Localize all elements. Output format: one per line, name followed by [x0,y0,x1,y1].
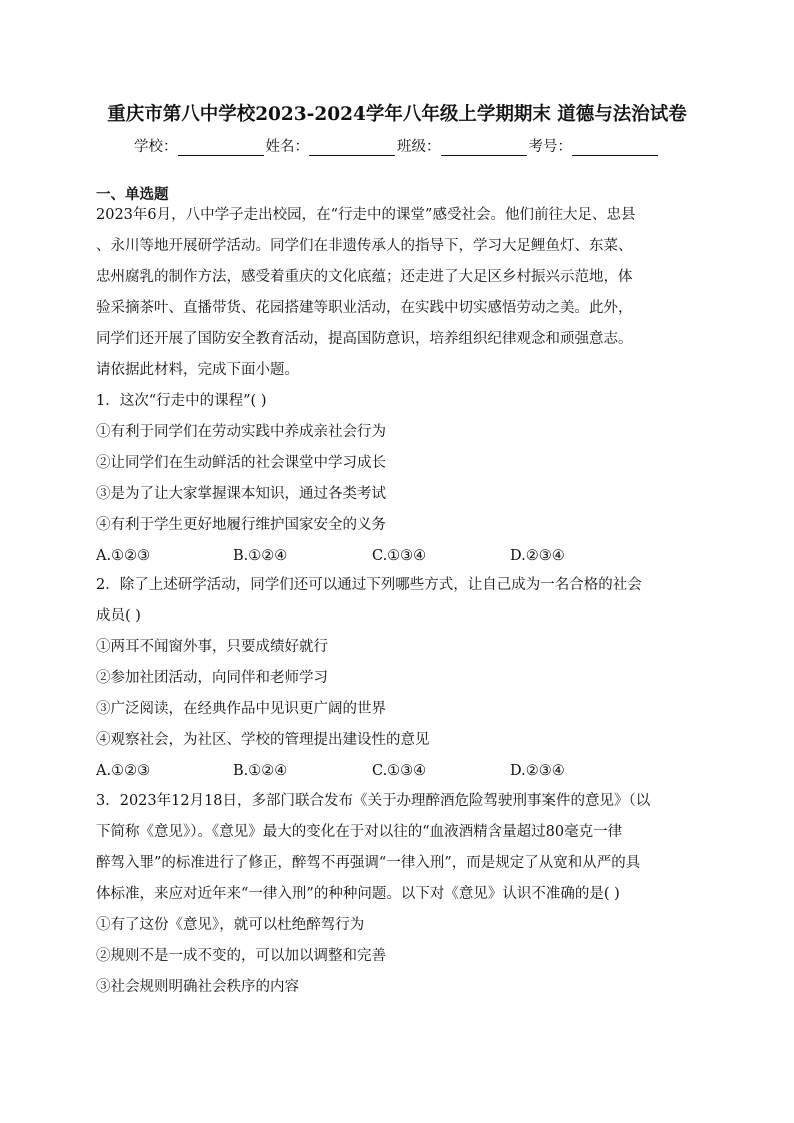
name-blank[interactable] [309,141,395,156]
name-field [266,135,398,156]
material-line: 验采摘茶叶、直播带货、花园搭建等职业活动，在实践中切实感悟劳动之美。此外， [96,300,633,316]
question-3 [96,786,701,1003]
question-2-statement: ①两耳不闻窗外事，只要成绩好就行 [96,639,328,655]
material-line: 、永川等地开展研学活动。同学们在非遗传承人的指导下，学习大足鲤鱼灯、东菜、 [96,238,633,254]
question-1-statement: ②让同学们在生动鲜活的社会课堂中学习成长 [96,455,386,471]
question-3-stem: 醉驾入罪”的标准进行了修正，醉驾不再强调“一律入刑”，而是规定了从宽和从严的具 [96,855,641,871]
option-b[interactable]: B.①②④ [233,763,288,779]
name-label: 姓名： [265,139,309,155]
option-a[interactable]: A.①②③ [96,548,151,564]
question-3-statement: ①有了这份《意见》，就可以杜绝醉驾行为 [96,917,365,933]
question-3-stem: 3．2023年12月18日，多部门联合发布《关于办理醉酒危险驾驶刑事案件的意见》（以 [96,793,651,809]
school-blank[interactable] [178,141,264,156]
question-3-stem: 下简称《意见》）。《意见》最大的变化在于对以往的“血液酒精含量超过80毫克一律 [96,824,623,840]
question-1-statement: ③是为了让大家掌握课本知识，通过各类考试 [96,486,386,502]
question-2-statement: ④观察社会，为社区、学校的管理提出建设性的意见 [96,732,430,748]
option-a[interactable]: A.①②③ [96,763,151,779]
class-label: 班级： [397,139,441,155]
question-3-statement: ②规则不是一成不变的，可以加以调整和完善 [96,948,386,964]
question-2-options [96,756,656,787]
question-1-statement: ④有利于学生更好地履行维护国家安全的义务 [96,517,386,533]
exam-number-field [529,135,661,156]
exam-number-label: 考号： [528,139,572,155]
question-2-stem: 2．除了上述研学活动，同学们还可以通过下列哪些方式，让自己成为一名合格的社会 [96,577,642,593]
option-d[interactable]: D.②③④ [510,548,565,564]
question-3-statement: ③社会规则明确社会秩序的内容 [96,979,299,995]
exam-title: 重庆市第八中学校2023-2024学年八年级上学期期末 道德与法治试卷 [107,104,687,125]
option-c[interactable]: C.①③④ [372,548,427,564]
material-paragraph [96,200,701,386]
question-1 [96,386,701,541]
question-1-stem: 1．这次“行走中的课程”( ) [96,393,267,409]
question-2-statement: ③广泛阅读，在经典作品中见识更广阔的世界 [96,701,386,717]
class-field [397,135,529,156]
material-line: 忠州腐乳的制作方法，感受着重庆的文化底蕴；还走进了大足区乡村振兴示范地，体 [96,269,633,285]
material-line: 请依据此材料，完成下面小题。 [96,362,299,378]
class-blank[interactable] [441,141,527,156]
question-2-statement: ②参加社团活动，向同伴和老师学习 [96,670,328,686]
option-d[interactable]: D.②③④ [510,763,565,779]
student-info-row [0,135,794,156]
question-2 [96,570,701,756]
school-label: 学校： [134,139,178,155]
question-1-statement: ①有利于同学们在劳动实践中养成亲社会行为 [96,424,386,440]
exam-number-blank[interactable] [572,141,658,156]
material-line: 同学们还开展了国防安全教育活动，提高国防意识，培养组织纪律观念和顽强意志。 [96,331,633,347]
question-3-stem: 体标准，来应对近年来“一律入刑”的种种问题。以下对《意见》认识不准确的是( ) [96,886,620,902]
option-b[interactable]: B.①②④ [233,548,288,564]
material-line: 2023年6月，八中学子走出校园，在“行走中的课堂”感受社会。他们前往大足、忠县 [96,207,636,223]
option-c[interactable]: C.①③④ [372,763,427,779]
question-2-stem: 成员( ) [96,608,141,624]
question-1-options [96,541,656,572]
school-field [134,135,266,156]
section-heading: 一、单选题 [96,187,169,203]
